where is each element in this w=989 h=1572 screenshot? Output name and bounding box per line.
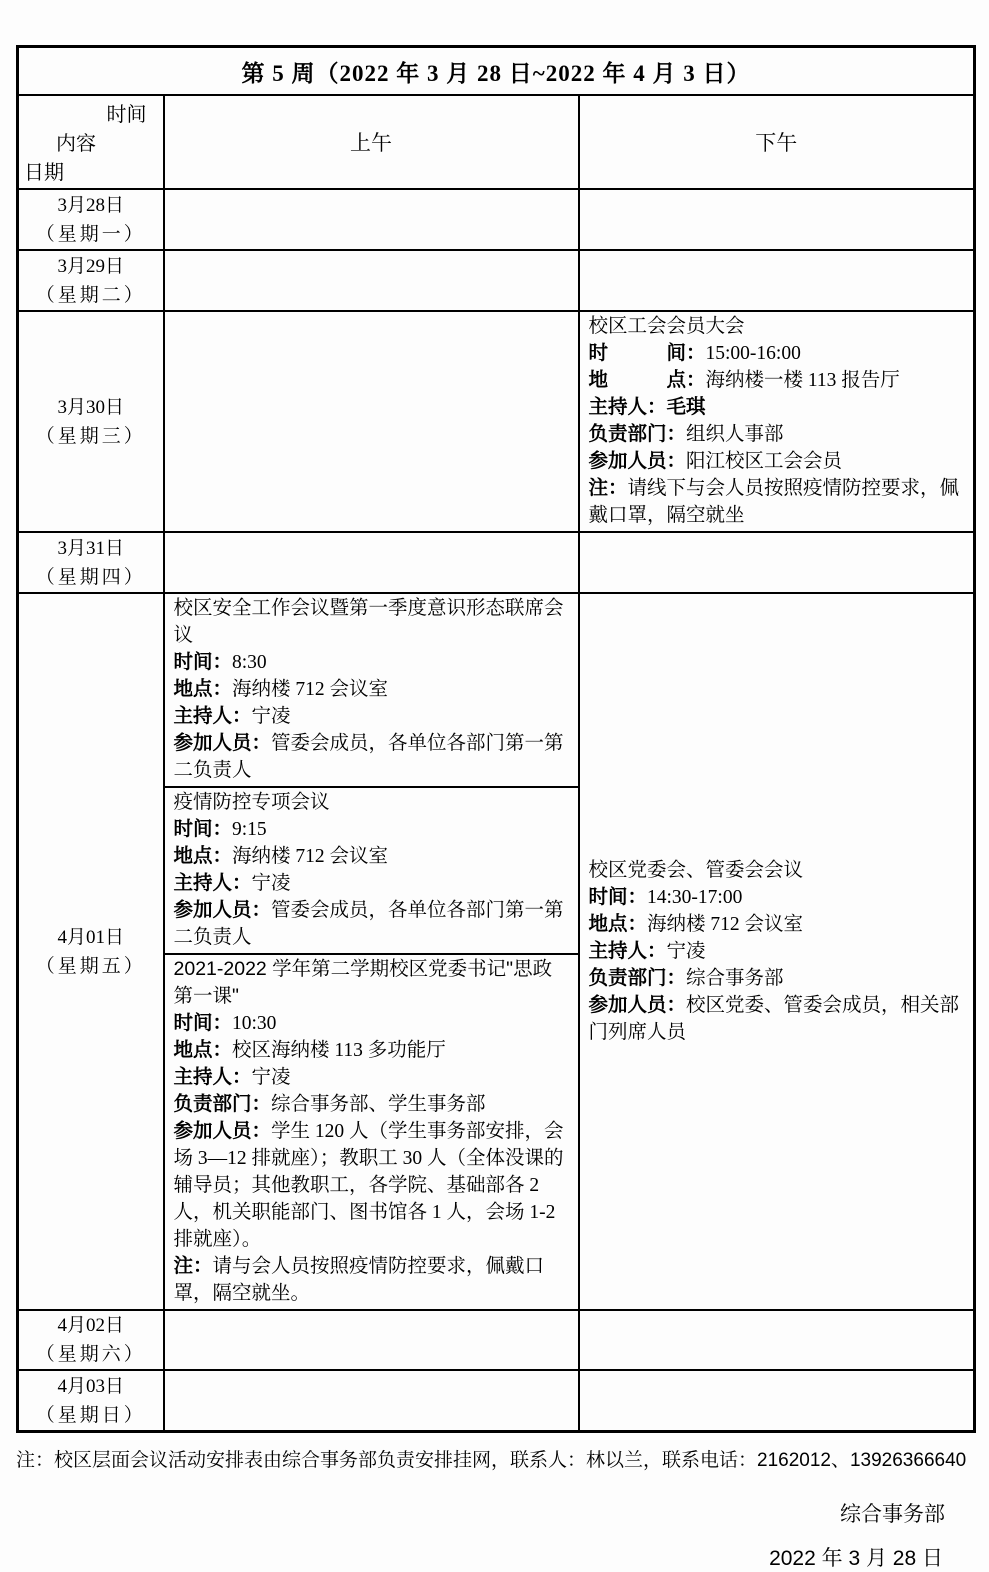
field-value: 9:15 <box>232 819 267 840</box>
morning-subcell-safety-meeting <box>165 594 578 788</box>
event-title: 校区工会会员大会 <box>588 315 745 337</box>
field-label: 主持人： <box>588 940 667 962</box>
footer-note: 注：校区层面会议活动安排表由综合事务部负责安排挂网，联系人：林以兰，联系电话：2162012、13926366640 <box>16 1450 967 1471</box>
afternoon-cell-apr03 <box>579 1370 975 1432</box>
field-value: 组织人事部 <box>686 424 784 445</box>
field-label: 地点： <box>173 846 233 867</box>
weekday-label: （星期二） <box>35 284 146 306</box>
morning-subcell-covid-meeting <box>165 788 578 955</box>
date-cell-apr01 <box>18 593 164 1310</box>
field-label: 参加人员： <box>173 900 272 921</box>
event-title: 校区党委会、管委会会议 <box>588 858 804 881</box>
date-cell-apr03 <box>18 1370 164 1432</box>
field-value: 毛琪 <box>666 397 706 418</box>
field-value: 校区党委、管委会成员，相关部门列席人员 <box>588 994 960 1043</box>
event-first-lesson <box>165 955 578 1309</box>
field-label: 主持人： <box>588 397 667 418</box>
field-value: 14:30-17:00 <box>647 886 743 908</box>
event-title: 校区安全工作会议暨第一季度意识形态联席会议 <box>173 597 564 646</box>
signature-department: 综合事务部 <box>840 1503 945 1526</box>
field-label: 负责部门： <box>588 967 687 989</box>
field-label: 时 间： <box>588 343 706 364</box>
day-row-apr03 <box>18 1370 975 1432</box>
event-field-dept <box>589 965 966 992</box>
weekday-label: （星期三） <box>35 425 146 447</box>
field-value: 海纳楼 712 会议室 <box>232 679 389 700</box>
field-value: 8:30 <box>232 652 267 673</box>
date-cell-apr02 <box>18 1310 164 1370</box>
field-label: 负责部门： <box>173 1094 272 1115</box>
event-title: 2021-2022 学年第二学期校区党委书记"思政第一课" <box>173 958 553 1007</box>
field-value: 校区海纳楼 113 多功能厅 <box>232 1040 446 1061</box>
field-label: 时间： <box>588 886 648 908</box>
afternoon-cell-apr02 <box>579 1310 975 1370</box>
weekly-schedule-table <box>16 45 976 1433</box>
field-value: 海纳楼 712 会议室 <box>647 913 804 935</box>
date-label: 3月30日 <box>57 396 124 418</box>
field-label: 参加人员： <box>588 451 687 472</box>
afternoon-cell-apr01 <box>579 593 975 1310</box>
afternoon-cell-mar28 <box>579 189 975 250</box>
event-field-place <box>589 367 966 394</box>
event-field-attendees <box>589 448 966 475</box>
event-field-host <box>174 870 570 897</box>
event-field-host <box>589 394 966 421</box>
event-field-host <box>174 1064 570 1091</box>
field-label: 时间： <box>173 652 233 673</box>
weekday-label: （星期一） <box>35 223 146 245</box>
field-value: 宁凌 <box>666 940 706 962</box>
morning-cell-mar29 <box>164 250 579 311</box>
field-value: 综合事务部 <box>686 967 784 989</box>
morning-subcell-first-lesson <box>165 955 578 1309</box>
morning-cell-apr01 <box>164 593 579 1310</box>
field-label: 主持人： <box>173 1067 252 1088</box>
weekday-label: （星期五） <box>35 955 146 977</box>
morning-cell-apr02 <box>164 1310 579 1370</box>
event-field-attendees <box>174 730 570 784</box>
event-field-dept <box>174 1091 570 1118</box>
table-title: 第 5 周（2022 年 3 月 28 日~2022 年 4 月 3 日） <box>18 47 975 96</box>
event-field-place <box>589 911 966 938</box>
field-label: 地点： <box>173 679 233 700</box>
event-field-host <box>589 938 966 965</box>
field-label: 参加人员： <box>588 994 687 1016</box>
corner-label-time: 时间 <box>106 103 147 126</box>
event-covid-meeting <box>165 788 578 953</box>
event-field-time <box>174 816 570 843</box>
date-label: 4月01日 <box>57 926 124 948</box>
morning-column-header: 上午 <box>164 95 579 189</box>
signature-date: 2022 年 3 月 28 日 <box>769 1547 943 1570</box>
date-cell-mar31 <box>18 532 164 593</box>
weekday-label: （星期四） <box>35 566 146 588</box>
date-label: 4月02日 <box>57 1315 124 1336</box>
field-value: 宁凌 <box>251 706 291 727</box>
event-field-attendees <box>174 1118 570 1253</box>
field-value: 10:30 <box>232 1013 277 1034</box>
event-field-note <box>174 1253 570 1307</box>
afternoon-cell-mar31 <box>579 532 975 593</box>
day-row-mar30 <box>18 311 975 532</box>
field-value: 宁凌 <box>251 873 291 894</box>
event-field-place <box>174 1037 570 1064</box>
field-value: 管委会成员，各单位各部门第一第二负责人 <box>173 733 564 781</box>
corner-label-content: 内容 <box>56 132 96 155</box>
morning-cell-mar30 <box>164 311 579 532</box>
field-value: 请与会人员按照疫情防控要求，佩戴口罩，隔空就坐。 <box>173 1256 545 1304</box>
afternoon-cell-mar29 <box>579 250 975 311</box>
date-label: 3月29日 <box>57 255 124 277</box>
date-label: 4月03日 <box>57 1375 124 1397</box>
field-label: 注： <box>173 1256 213 1277</box>
corner-header-cell <box>18 95 164 189</box>
field-label: 时间： <box>173 1013 233 1034</box>
event-field-dept <box>589 421 966 448</box>
afternoon-column-header: 下午 <box>579 95 975 189</box>
date-label: 3月31日 <box>57 537 124 559</box>
field-label: 注： <box>588 478 628 499</box>
field-label: 参加人员： <box>173 733 272 754</box>
day-row-apr01 <box>18 593 975 1310</box>
date-label: 3月28日 <box>57 194 124 216</box>
event-safety-meeting <box>165 594 578 786</box>
event-field-time <box>589 884 966 911</box>
field-value: 综合事务部、学生事务部 <box>271 1094 486 1115</box>
afternoon-cell-mar30 <box>579 311 975 532</box>
field-label: 负责部门： <box>588 424 687 445</box>
field-value: 请线下与会人员按照疫情防控要求，佩戴口罩，隔空就坐 <box>588 478 960 526</box>
morning-cell-mar31 <box>164 532 579 593</box>
event-field-time <box>174 1010 570 1037</box>
field-label: 主持人： <box>173 873 252 894</box>
field-value: 宁凌 <box>251 1067 291 1088</box>
field-label: 主持人： <box>173 706 252 727</box>
day-row-mar29 <box>18 250 975 311</box>
corner-label-date: 日期 <box>24 161 64 184</box>
field-label: 时间： <box>173 819 233 840</box>
date-cell-mar30 <box>18 311 164 532</box>
date-cell-mar28 <box>18 189 164 250</box>
field-value: 学生 120 人（学生事务部安排，会场 3—12 排就座）；教职工 30 人（全体没课的辅导员；其他教职工，各学院、基础部各 2 人，机关职能部门、图书馆各 1 人，会场 1-2 排就座）。 <box>173 1121 564 1250</box>
event-field-time <box>589 340 966 367</box>
field-label: 地 点： <box>588 370 706 391</box>
field-value: 阳江校区工会会员 <box>686 451 843 472</box>
field-value: 海纳楼 712 会议室 <box>232 846 389 867</box>
event-field-attendees <box>589 992 966 1046</box>
morning-cell-mar28 <box>164 189 579 250</box>
field-label: 参加人员： <box>173 1121 272 1142</box>
day-row-mar31 <box>18 532 975 593</box>
weekday-label: （星期六） <box>35 1344 146 1365</box>
field-label: 地点： <box>173 1040 233 1061</box>
event-field-place <box>174 843 570 870</box>
field-value: 海纳楼一楼 113 报告厅 <box>705 370 900 391</box>
event-field-note <box>589 475 966 529</box>
event-field-time <box>174 649 570 676</box>
title-row <box>18 47 975 96</box>
event-title: 疫情防控专项会议 <box>173 791 330 813</box>
field-value: 管委会成员，各单位各部门第一第二负责人 <box>173 900 564 948</box>
event-field-place <box>174 676 570 703</box>
event-union-assembly <box>580 312 974 531</box>
field-label: 地点： <box>588 913 648 935</box>
header-row <box>18 95 975 189</box>
morning-cell-apr03 <box>164 1370 579 1432</box>
day-row-apr02 <box>18 1310 975 1370</box>
date-cell-mar29 <box>18 250 164 311</box>
event-party-committee <box>580 856 974 1048</box>
day-row-mar28 <box>18 189 975 250</box>
field-value: 15:00-16:00 <box>705 343 801 364</box>
event-field-attendees <box>174 897 570 951</box>
event-field-host <box>174 703 570 730</box>
weekday-label: （星期日） <box>35 1404 146 1426</box>
